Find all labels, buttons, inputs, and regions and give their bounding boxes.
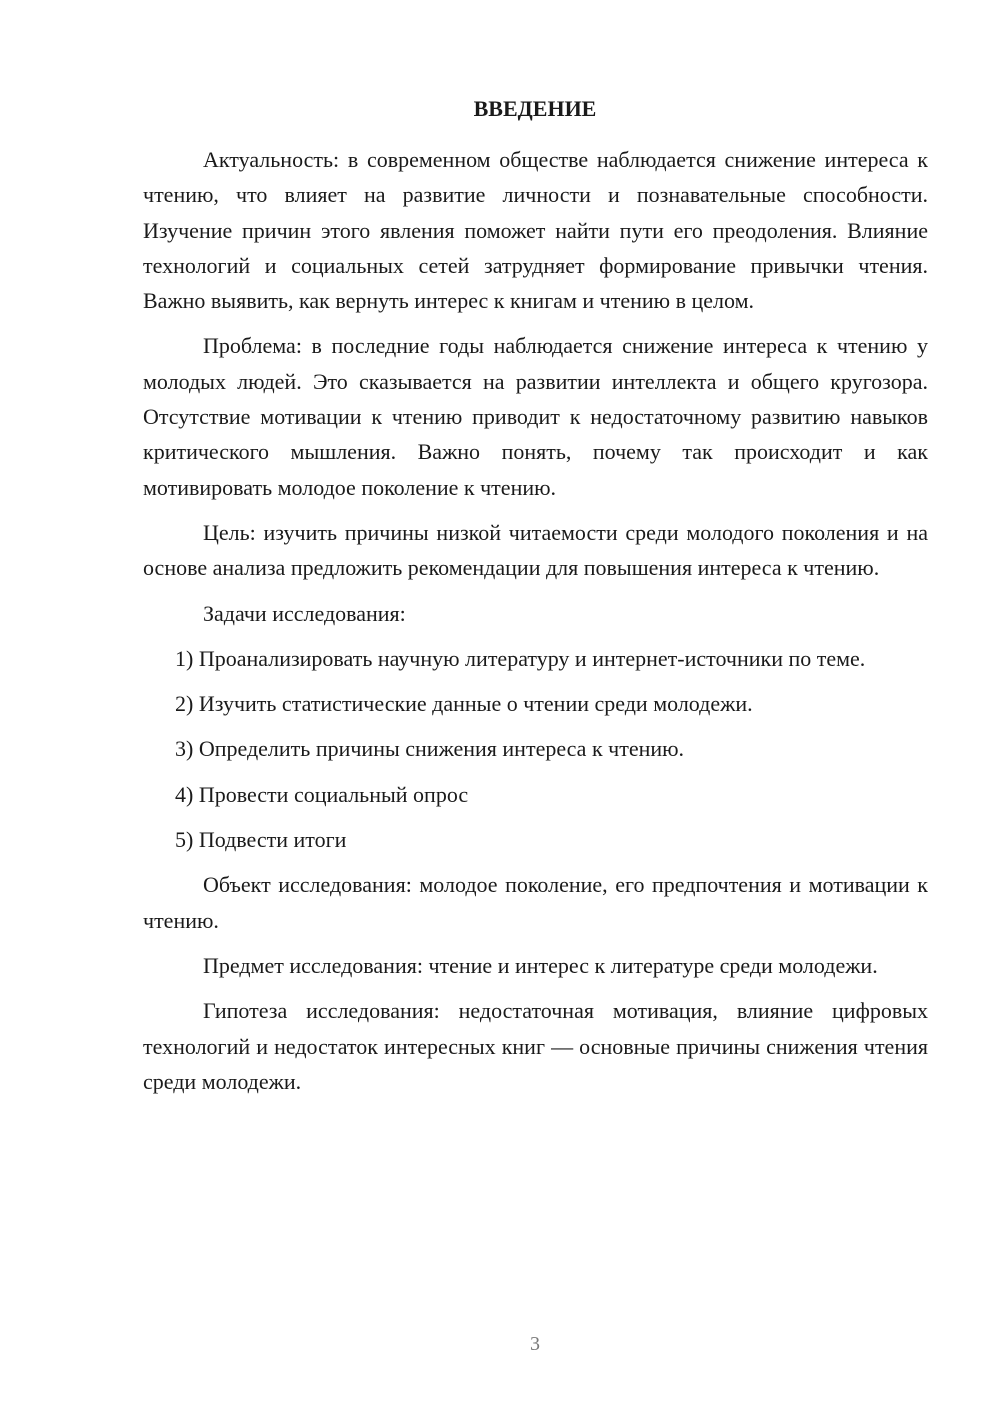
page-title: ВВЕДЕНИЕ [473,96,597,121]
paragraph-subject: Предмет исследования: чтение и интерес к литературе среди молодежи. [203,952,878,978]
task-item: 1) Проанализировать научную литературу и интернет-источники по теме. [175,645,866,671]
task-item: 5) Подвести итоги [175,827,347,853]
document-body [143,142,928,1099]
tasks-heading: Задачи исследования: [203,600,406,626]
task-item: 3) Определить причины снижения интереса к чтению. [175,736,685,762]
paragraph-object: Объект исследования: молодое поколение, его предпочтения и мотивации к чтению. [143,872,928,933]
task-item: 4) Провести социальный опрос [175,781,469,807]
paragraph-problem: Проблема: в последние годы наблюдается снижение интереса к чтению у молодых людей. Это сказывается на развитии интеллекта и общего кругозора. Отсутствие мотивации к чтению приводит к недостаточному развитию навыков критического мышления. Важно понять, почему так происходит и как мотивировать молодое поколение к чтению. [143,333,928,500]
paragraph-hypothesis: Гипотеза исследования: недостаточная мотивация, влияние цифровых технологий и недостаток интересных книг — основные причины снижения чтения среди молодежи. [143,998,928,1094]
page-number: 3 [530,1333,540,1355]
paragraph-goal: Цель: изучить причины низкой читаемости среди молодого поколения и на основе анализа предложить рекомендации для повышения интереса к чтению. [143,519,928,581]
paragraph-relevance: Актуальность: в современном обществе наблюдается снижение интереса к чтению, что влияет на развитие личности и познавательные способности. Изучение причин этого явления поможет найти пути его преодоления. Влияние технологий и социальных сетей затрудняет формирование привычки чтения. Важно выявить, как вернуть интерес к книгам и чтению в целом. [143,147,928,314]
task-item: 2) Изучить статистические данные о чтении среди молодежи. [175,691,753,717]
